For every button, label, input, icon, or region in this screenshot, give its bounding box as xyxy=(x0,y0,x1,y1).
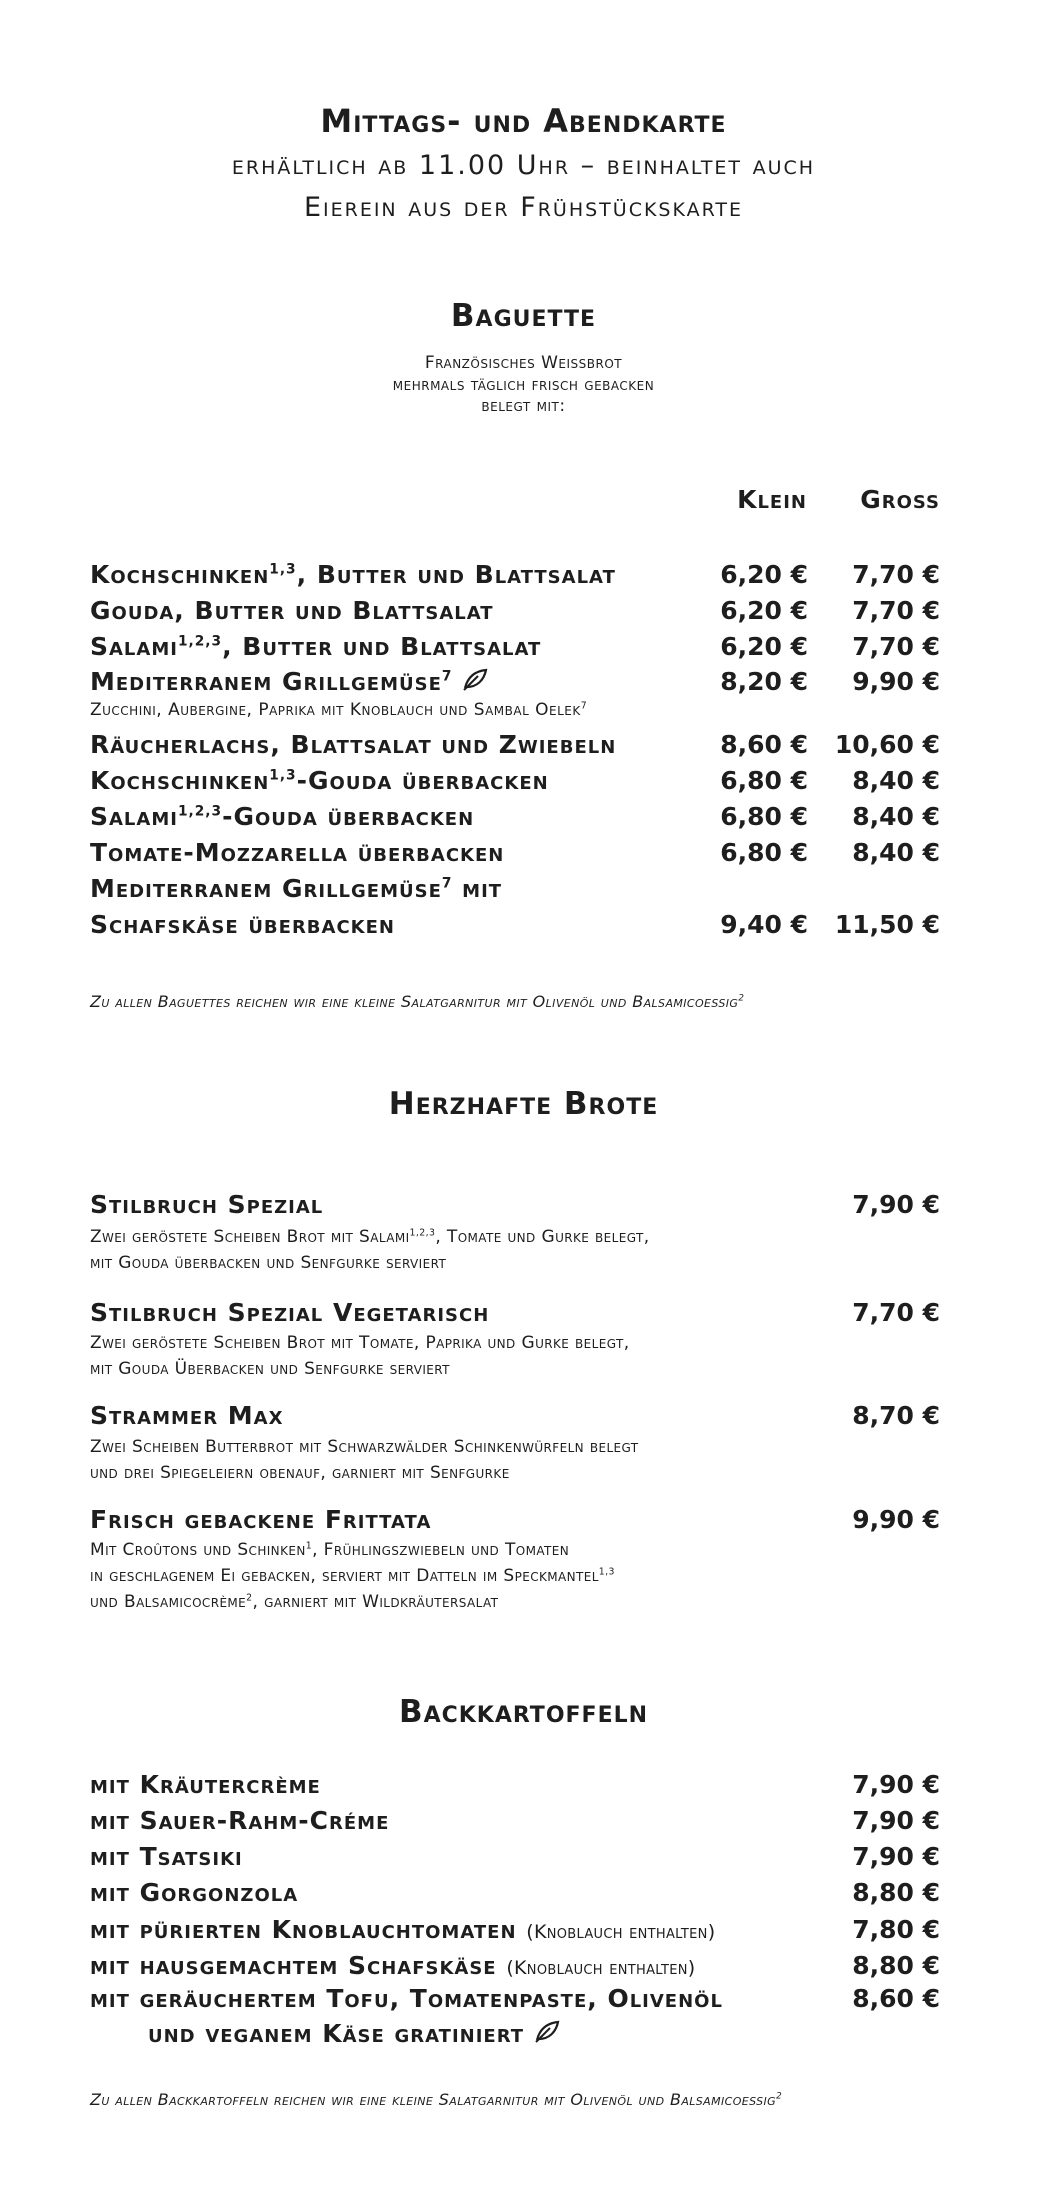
item-name: mit Kräutercrème xyxy=(90,1770,321,1799)
baguette-intro-1: Französisches Weissbrot xyxy=(424,353,623,373)
price-large: 10,60 € xyxy=(834,730,940,759)
price-small: 6,20 € xyxy=(720,632,808,661)
item-name: Räucherlachs, Blattsalat und Zwiebeln xyxy=(90,730,617,759)
item-description: Zwei geröstete Scheiben Brot mit Salami$^{1,2,3}$, Tomate und Gurke belegt, mit Gouda überbacken und Senfgurke serviert xyxy=(90,1227,650,1273)
item-price: 8,70 € xyxy=(852,1401,940,1430)
item-name: Stilbruch Spezial xyxy=(90,1190,324,1219)
price-large: 7,70 € xyxy=(852,560,940,589)
item-description: Zwei Scheiben Butterbrot mit Schwarzwälder Schinkenwürfeln belegt und drei Spiegeleiern obenauf, garniert mit Senfgurke xyxy=(90,1437,639,1483)
item-price: 7,90 € xyxy=(852,1842,940,1871)
grill-description: Zucchini, Aubergine, Paprika mit Knoblauch und Sambal Oelek$^7$ xyxy=(90,700,588,720)
baguette-row xyxy=(90,838,940,874)
item-name: Tomate-Mozzarella überbacken xyxy=(90,838,505,867)
item-name: Kochschinken$^{1,3}$, Butter und Blattsalat xyxy=(90,560,616,589)
price-large: 8,40 € xyxy=(852,802,940,831)
section-title-backkartoffeln: Backkartoffeln xyxy=(398,1694,649,1730)
menu-subtitle-line1: erhältlich ab 11.00 Uhr – beinhaltet auch xyxy=(231,150,816,181)
item-name: Schafskäse überbacken xyxy=(90,910,395,939)
price-small: 8,20 € xyxy=(720,667,808,696)
price-small: 6,20 € xyxy=(720,596,808,625)
vegan-leaf-icon xyxy=(462,668,488,692)
baguette-row xyxy=(90,766,940,802)
price-small: 9,40 € xyxy=(720,910,808,939)
item-price: 8,80 € xyxy=(852,1878,940,1907)
item-name: mit Tsatsiki xyxy=(90,1842,243,1871)
item-name: mit hausgemachtem Schafskäse (Knoblauch enthalten) xyxy=(90,1951,696,1980)
item-price: 7,70 € xyxy=(852,1298,940,1327)
baguette-note: Zu allen Baguettes reichen wir eine kleine Salatgarnitur mit Olivenöl und Balsamicoessig$^2$ xyxy=(90,992,745,1011)
price-small: 6,80 € xyxy=(720,802,808,831)
item-name: mit Sauer-Rahm-Créme xyxy=(90,1806,390,1835)
item-name: mit pürierten Knoblauchtomaten (Knoblauch enthalten) xyxy=(90,1915,716,1944)
section-title-brote: Herzhafte Brote xyxy=(388,1086,659,1122)
price-small: 8,60 € xyxy=(720,730,808,759)
baguette-row xyxy=(90,596,940,632)
price-large: 9,90 € xyxy=(852,667,940,696)
item-price: 7,90 € xyxy=(852,1770,940,1799)
column-header-small: Klein xyxy=(737,485,807,514)
baguette-row xyxy=(90,874,940,910)
item-price: 7,90 € xyxy=(852,1806,940,1835)
vegan-leaf-icon xyxy=(534,2020,560,2044)
baguette-row xyxy=(90,560,940,596)
price-large: 7,70 € xyxy=(852,596,940,625)
price-large: 11,50 € xyxy=(834,910,940,939)
item-description: Mit Croûtons und Schinken$^1$, Frühlingszwiebeln und Tomaten in geschlagenem Ei gebacken, serviert mit Datteln im Speckmantel$^{1,3}$ und Balsamicocrème$^2$, garniert mit Wildkräutersalat xyxy=(90,1540,615,1612)
item-price: 7,90 € xyxy=(852,1190,940,1219)
baguette-row xyxy=(90,910,940,946)
item-name: Mediterranem Grillgemüse$^7$ mit xyxy=(90,874,503,903)
price-large: 8,40 € xyxy=(852,766,940,795)
item-name: Frisch gebackene Frittata xyxy=(90,1505,432,1534)
baguette-intro-3: belegt mit: xyxy=(481,396,566,416)
menu-subtitle-line2: Eierein aus der Frühstückskarte xyxy=(303,192,744,223)
item-name: Salami$^{1,2,3}$-Gouda überbacken xyxy=(90,802,475,831)
item-price: 9,90 € xyxy=(852,1505,940,1534)
price-large: 8,40 € xyxy=(852,838,940,867)
item-name: Mediterranem Grillgemüse$^7$ xyxy=(90,667,488,696)
baguette-intro-2: mehrmals täglich frisch gebacken xyxy=(392,375,655,395)
kartoffeln-note: Zu allen Backkartoffeln reichen wir eine kleine Salatgarnitur mit Olivenöl und Balsamicoessig$^2$ xyxy=(90,2090,783,2109)
price-small: 6,20 € xyxy=(720,560,808,589)
item-name: und veganem Käse gratiniert xyxy=(148,2019,560,2048)
price-small: 6,80 € xyxy=(720,766,808,795)
item-price: 8,60 € xyxy=(852,1984,940,2013)
item-price: 8,80 € xyxy=(852,1951,940,1980)
price-small: 6,80 € xyxy=(720,838,808,867)
item-name: mit Gorgonzola xyxy=(90,1878,299,1907)
item-name: Stilbruch Spezial Vegetarisch xyxy=(90,1298,490,1327)
baguette-row xyxy=(90,667,940,703)
menu-title: Mittags- und Abendkarte xyxy=(320,102,727,140)
price-large: 7,70 € xyxy=(852,632,940,661)
baguette-row xyxy=(90,730,940,766)
item-price: 7,80 € xyxy=(852,1915,940,1944)
item-name: Salami$^{1,2,3}$, Butter und Blattsalat xyxy=(90,632,542,661)
baguette-row xyxy=(90,632,940,668)
column-header-large: Gross xyxy=(860,485,940,514)
item-description: Zwei geröstete Scheiben Brot mit Tomate, Paprika und Gurke belegt, mit Gouda Überbacken und Senfgurke serviert xyxy=(90,1333,630,1379)
item-name: Strammer Max xyxy=(90,1401,284,1430)
item-name: Gouda, Butter und Blattsalat xyxy=(90,596,494,625)
baguette-row xyxy=(90,802,940,838)
section-title-baguette: Baguette xyxy=(450,298,597,334)
item-name: mit geräuchertem Tofu, Tomatenpaste, Olivenöl xyxy=(90,1984,723,2013)
item-name: Kochschinken$^{1,3}$-Gouda überbacken xyxy=(90,766,549,795)
